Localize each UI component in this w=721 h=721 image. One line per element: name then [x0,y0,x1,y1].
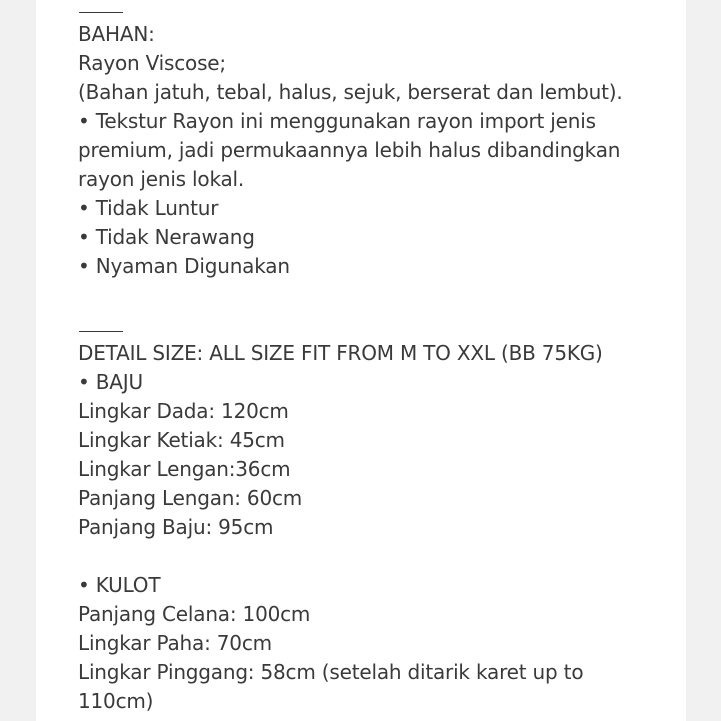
kulot-measurement: 110cm) [78,689,154,713]
feature-item: • Nyaman Digunakan [78,254,290,278]
baju-measurement: Panjang Lengan: 60cm [78,486,303,510]
baju-measurement: Lingkar Ketiak: 45cm [78,428,285,452]
kulot-measurement: Panjang Celana: 100cm [78,602,311,626]
spacer [78,542,678,571]
baju-title: • BAJU [78,370,143,394]
bahan-description: (Bahan jatuh, tebal, halus, sejuk, berserat dan lembut). [78,80,623,104]
baju-measurement: Panjang Baju: 95cm [78,515,274,539]
baju-measurement: Lingkar Lengan:36cm [78,457,291,481]
separator-rule [79,331,123,332]
detail-size-heading: DETAIL SIZE: ALL SIZE FIT FROM M TO XXL (BB 75KG) [78,341,603,365]
kulot-title: • KULOT [78,573,161,597]
kulot-measurement: Lingkar Pinggang: 58cm (setelah ditarik karet up to [78,660,584,684]
texture-line: • Tekstur Rayon ini menggunakan rayon import jenis [78,109,596,133]
feature-item: • Tidak Luntur [78,196,219,220]
section-separator [78,310,678,339]
texture-line: rayon jenis lokal. [78,167,245,191]
separator-rule [79,12,123,13]
spacer [78,281,678,310]
description-text [78,0,678,716]
section-separator [78,0,678,20]
texture-line: premium, jadi permukaannya lebih halus dibandingkan [78,138,621,162]
feature-item: • Tidak Nerawang [78,225,255,249]
baju-measurement: Lingkar Dada: 120cm [78,399,289,423]
product-description-panel [36,0,686,721]
kulot-measurement: Lingkar Paha: 70cm [78,631,272,655]
bahan-material: Rayon Viscose; [78,51,226,75]
bahan-heading: BAHAN: [78,22,155,46]
